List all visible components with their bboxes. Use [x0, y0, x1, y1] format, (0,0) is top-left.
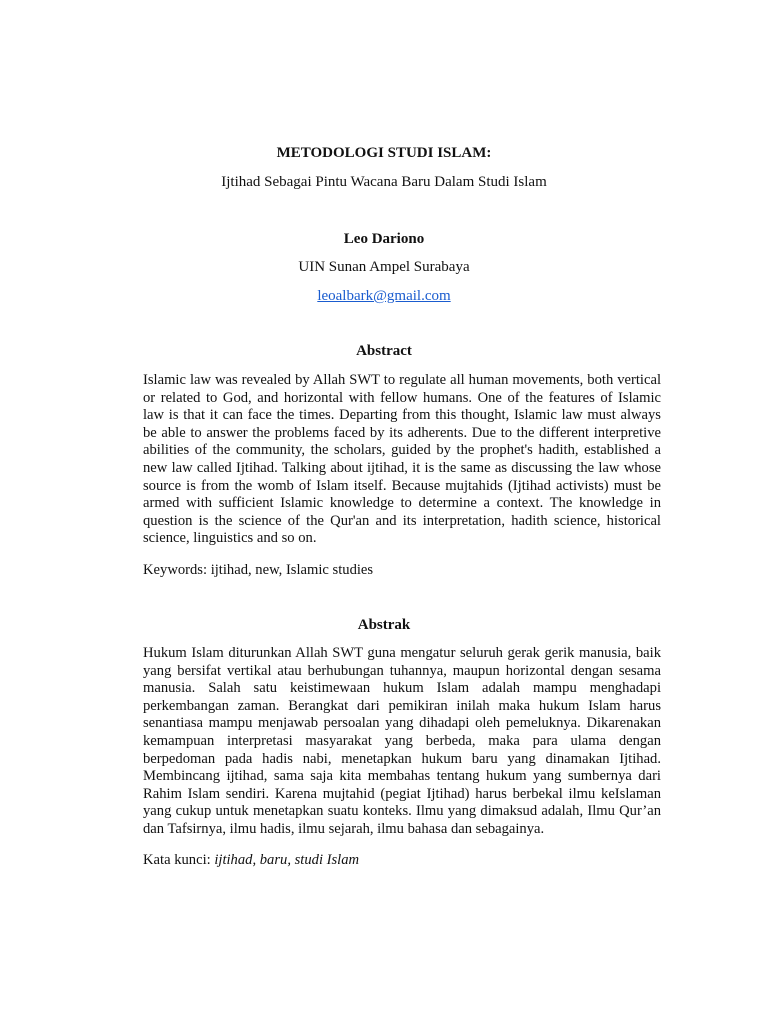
abstrak-line: Rahim Islam sendiri. Karena mujtahid (pegiat Ijtihad) harus berbekal ilmu keIslaman: [143, 785, 661, 802]
abstract-heading: Abstract: [356, 343, 412, 359]
keywords-label: Keywords:: [143, 562, 208, 578]
abstrak-heading: Abstrak: [357, 617, 411, 633]
kata-kunci-label: Kata kunci:: [143, 852, 211, 868]
abstrak-line: manusia. Salah satu keistimewaan hukum Islam adalah mampu menghadapi: [143, 680, 661, 697]
author-affiliation: UIN Sunan Ampel Surabaya: [298, 259, 470, 275]
abstrak-line: yang cukup untuk menetapkan suatu konteks. Ilmu yang dimaksud adalah, Ilmu Qur’an: [143, 803, 661, 820]
abstrak-line: kemampuan interpretasi masyarakat yang berbeda, maka para ulama dengan: [143, 732, 661, 749]
abstrak-line: Hukum Islam diturunkan Allah SWT guna mengatur seluruh gerak gerik manusia, baik: [143, 645, 661, 661]
abstract-line: source is from the womb of Islam itself. Because mujtahids (Ijtihad activists) must be: [143, 477, 661, 494]
abstract-line: law is that it can face the times. Departing from this thought, Islamic law must always: [143, 407, 661, 424]
abstrak-line: senantiasa mampu menjawab persoalan yang dihadapi oleh pemeluknya. Dikarenakan: [143, 715, 661, 732]
kata-kunci-text: ijtihad, baru, studi Islam: [214, 852, 360, 868]
abstrak-line: perkembangan zaman. Berangkat dari pemikiran inilah maka hukum Islam harus: [143, 697, 661, 714]
abstract-line: abilities of the community, the scholars, guided by the prophet's hadith, established a: [143, 442, 661, 459]
email-row: [0, 287, 768, 305]
abstrak-line: yang bersifat vertikal atau berhubungan tuhannya, maupun horizontal dengan sesama: [143, 662, 661, 679]
abstrak-body: [143, 645, 661, 839]
abstract-line: science, linguistics and so on.: [143, 530, 317, 547]
author-email-link[interactable]: leoalbark@gmail.com: [317, 288, 451, 304]
abstract-body: [143, 372, 661, 548]
abstract-line: Islamic law was revealed by Allah SWT to regulate all human movements, both vertical: [143, 372, 661, 388]
abstrak-line: berpedoman pada hadis nabi, menetapkan hukum baru yang dinamakan Ijtihad.: [143, 750, 661, 767]
abstract-line: or related to God, and horizontal with fellow humans. One of the features of Islamic: [143, 389, 661, 406]
abstrak-line: Membincang ijtihad, sama saja kita membahas tentang hukum yang sumbernya dari: [143, 768, 661, 785]
abstract-line: be able to answer the problems faced by its adherents. Due to the different interpretive: [143, 424, 661, 441]
abstract-line: armed with sufficient Islamic knowledge to determine a context. The knowledge in: [143, 495, 661, 512]
abstract-keywords: [143, 562, 373, 579]
paper-subtitle: Ijtihad Sebagai Pintu Wacana Baru Dalam Studi Islam: [221, 174, 547, 190]
abstract-line: new law called Ijtihad. Talking about ijtihad, it is the same as discussing the law whose: [143, 459, 661, 476]
paper-title: METODOLOGI STUDI ISLAM:: [276, 145, 492, 161]
abstrak-line: dan Tafsirnya, ilmu hadis, ilmu sejarah, ilmu bahasa dan sebagainya.: [143, 820, 545, 837]
abstrak-keywords: [143, 852, 359, 869]
author-name: Leo Dariono: [343, 231, 425, 247]
abstract-line: question is the science of the Qur'an and its interpretation, hadith science, historical: [143, 512, 661, 529]
keywords-text: ijtihad, new, Islamic studies: [210, 562, 374, 578]
